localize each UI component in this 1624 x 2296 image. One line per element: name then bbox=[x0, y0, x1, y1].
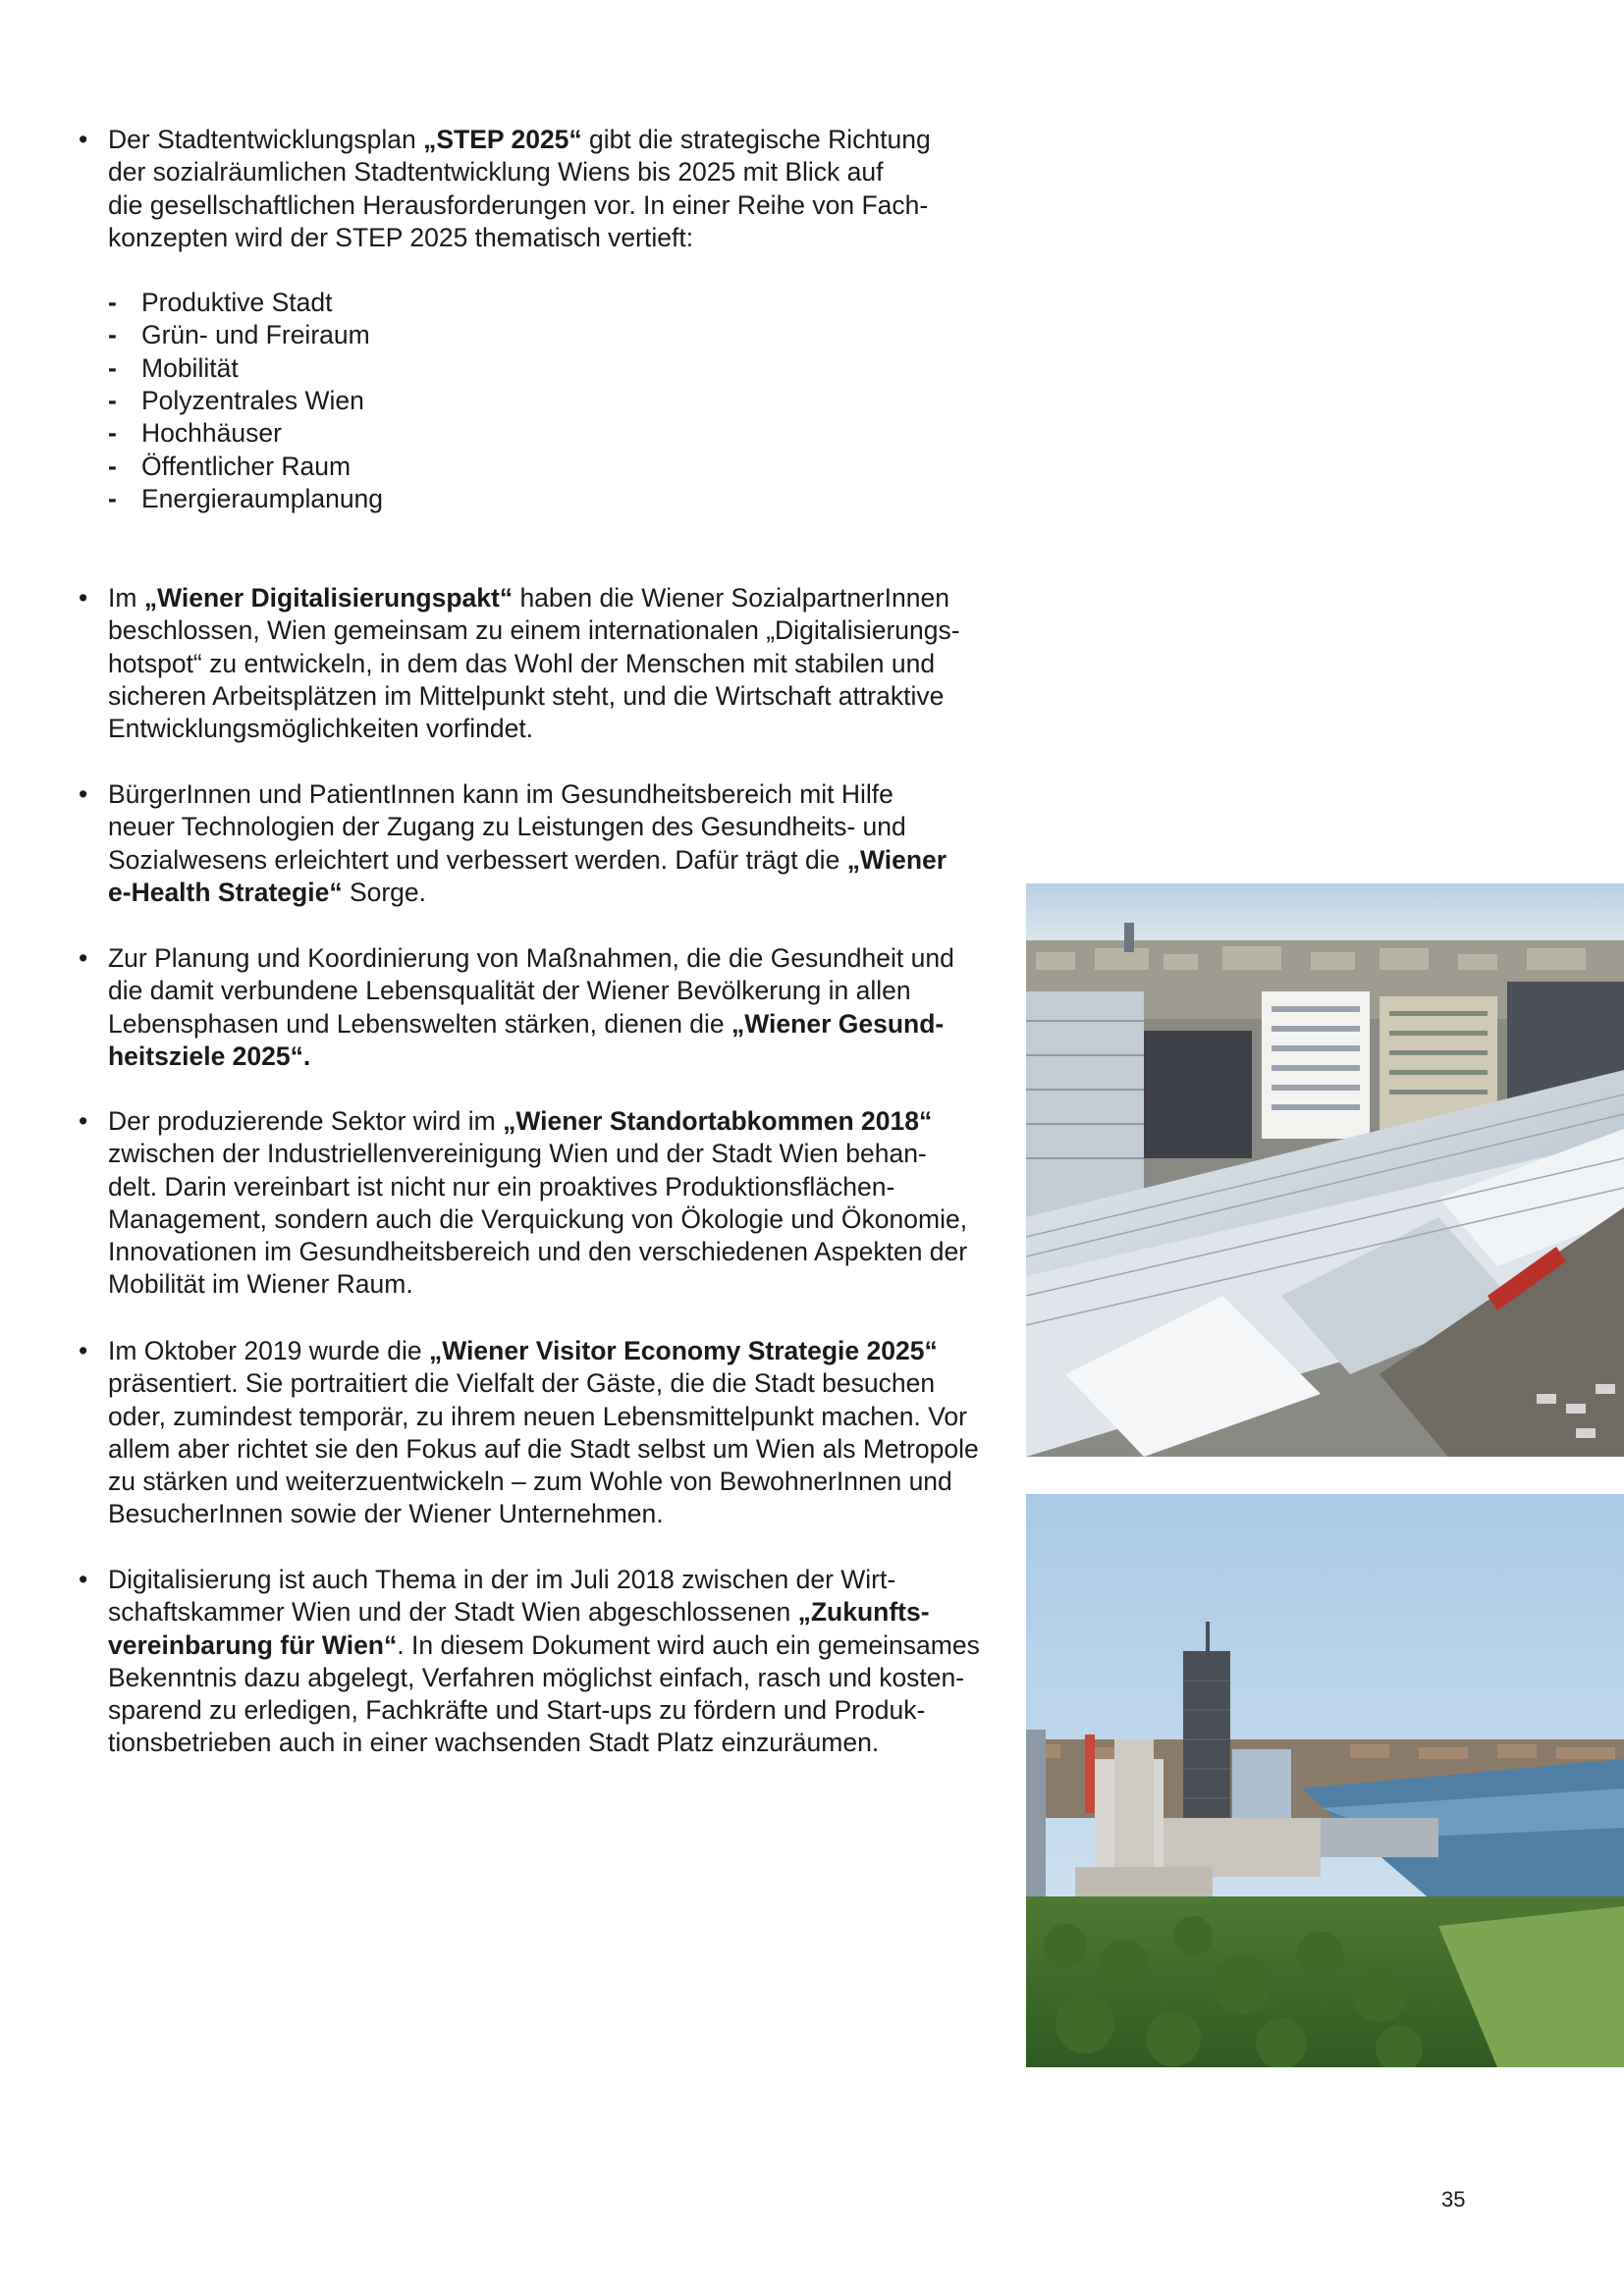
bullet-standortabkommen bbox=[79, 1105, 1001, 1302]
text-line: Zur Planung und Koordinierung von Maßnahmen, die die Gesundheit und bbox=[108, 943, 954, 973]
text-line: hotspot“ zu entwickeln, in dem das Wohl der Menschen mit stabilen und bbox=[108, 648, 936, 678]
text-line: vereinbarung für Wien“. In diesem Dokument wird auch ein gemeinsames bbox=[108, 1629, 980, 1660]
photo-donaucity-illustration bbox=[1026, 1494, 1624, 2067]
text-line: e-Health Strategie“ Sorge. bbox=[108, 877, 427, 907]
bullet-dot: • bbox=[79, 943, 88, 973]
text-line: Der produzierende Sektor wird im „Wiener Standortabkommen 2018“ bbox=[108, 1106, 933, 1136]
bullet-dot: • bbox=[79, 583, 88, 613]
text-line: zu stärken und weiterzuentwickeln – zum Wohle von BewohnerInnen und bbox=[108, 1467, 952, 1497]
text-line: Im „Wiener Digitalisierungspakt“ haben die Wiener SozialpartnerInnen bbox=[108, 583, 949, 613]
text-line: sicheren Arbeitsplätzen im Mittelpunkt steht, und die Wirtschaft attraktive bbox=[108, 680, 945, 711]
bullet-step-2025 bbox=[79, 124, 1001, 515]
text-line: beschlossen, Wien gemeinsam zu einem internationalen „Digitalisierungs- bbox=[108, 615, 960, 646]
text-line: Digitalisierung ist auch Thema in der im Juli 2018 zwischen der Wirt- bbox=[108, 1565, 896, 1594]
text-line: Sozialwesens erleichtert und verbessert werden. Dafür trägt die „Wiener bbox=[108, 844, 947, 875]
sub-item: - Polyzentrales Wien bbox=[108, 386, 364, 416]
sub-item: - Grün- und Freiraum bbox=[108, 320, 370, 350]
bullet-dot: • bbox=[79, 1565, 88, 1594]
bullet-gesundheitsziele bbox=[79, 942, 1001, 1073]
bullet-ehealth bbox=[79, 778, 1001, 909]
text-line: konzepten wird der STEP 2025 thematisch vertieft: bbox=[108, 222, 694, 252]
photo-hauptbahnhof-illustration bbox=[1026, 883, 1624, 1457]
text-line: oder, zumindest temporär, zu ihrem neuen Lebensmittelpunkt machen. Vor bbox=[108, 1401, 967, 1431]
text-line: Der Stadtentwicklungsplan „STEP 2025“ gibt die strategische Richtung bbox=[108, 125, 931, 154]
text-line: Entwicklungsmöglichkeiten vorfindet. bbox=[108, 714, 534, 744]
sub-list bbox=[108, 287, 1001, 515]
sub-item: - Energieraumplanung bbox=[108, 483, 384, 513]
text-line: Lebensphasen und Lebenswelten stärken, dienen die „Wiener Gesund- bbox=[108, 1008, 945, 1039]
page-number: 35 bbox=[1441, 2187, 1466, 2212]
bullet-dot: • bbox=[79, 1336, 88, 1365]
text-line: BesucherInnen sowie der Wiener Unternehmen. bbox=[108, 1499, 664, 1529]
bullet-zukunftsvereinbarung bbox=[79, 1564, 1001, 1760]
text-line: zwischen der Industriellenvereinigung Wien und der Stadt Wien behan- bbox=[108, 1139, 927, 1169]
bullet-dot: • bbox=[79, 125, 88, 154]
sub-item: - Produktive Stadt bbox=[108, 288, 333, 318]
bullet-digitalisierungspakt bbox=[79, 582, 1001, 745]
text-line: heitsziele 2025“. bbox=[108, 1041, 311, 1071]
sub-item: - Mobilität bbox=[108, 352, 239, 383]
bullet-dot: • bbox=[79, 1106, 88, 1136]
text-line: Management, sondern auch die Verquickung von Ökologie und Ökonomie, bbox=[108, 1203, 968, 1234]
sub-item: - Hochhäuser bbox=[108, 418, 282, 449]
text-line: neuer Technologien der Zugang zu Leistungen des Gesundheits- und bbox=[108, 812, 906, 842]
text-line: schaftskammer Wien und der Stadt Wien abgeschlossenen „Zukunfts- bbox=[108, 1597, 930, 1628]
photo-hauptbahnhof bbox=[1026, 883, 1624, 1457]
text-line: Im Oktober 2019 wurde die „Wiener Visitor Economy Strategie 2025“ bbox=[108, 1336, 938, 1365]
sub-item: - Öffentlicher Raum bbox=[108, 451, 352, 481]
text-line: präsentiert. Sie portraitiert die Vielfalt der Gäste, die die Stadt besuchen bbox=[108, 1368, 936, 1399]
text-line: BürgerInnen und PatientInnen kann im Gesundheitsbereich mit Hilfe bbox=[108, 779, 893, 809]
bullet-visitor-economy bbox=[79, 1335, 1001, 1531]
photo-donaucity bbox=[1026, 1494, 1624, 2067]
text-line: sparend zu erledigen, Fachkräfte und Start-ups zu fördern und Produk- bbox=[108, 1695, 926, 1726]
text-line: Mobilität im Wiener Raum. bbox=[108, 1269, 413, 1300]
text-line: der sozialräumlichen Stadtentwicklung Wiens bis 2025 mit Blick auf bbox=[108, 157, 884, 187]
text-line: delt. Darin vereinbart ist nicht nur ein proaktives Produktionsflächen- bbox=[108, 1171, 895, 1201]
bullet-dot: • bbox=[79, 779, 88, 809]
text-line: Bekenntnis dazu abgelegt, Verfahren möglichst einfach, rasch und kosten- bbox=[108, 1662, 965, 1692]
text-line: die damit verbundene Lebensqualität der Wiener Bevölkerung in allen bbox=[108, 976, 911, 1006]
text-line: Innovationen im Gesundheitsbereich und den verschiedenen Aspekten der bbox=[108, 1237, 968, 1267]
text-line: allem aber richtet sie den Fokus auf die Stadt selbst um Wien als Metropole bbox=[108, 1433, 979, 1464]
text-line: tionsbetrieben auch in einer wachsenden Stadt Platz einzuräumen. bbox=[108, 1728, 880, 1758]
text-line: die gesellschaftlichen Herausforderungen vor. In einer Reihe von Fach- bbox=[108, 189, 929, 220]
